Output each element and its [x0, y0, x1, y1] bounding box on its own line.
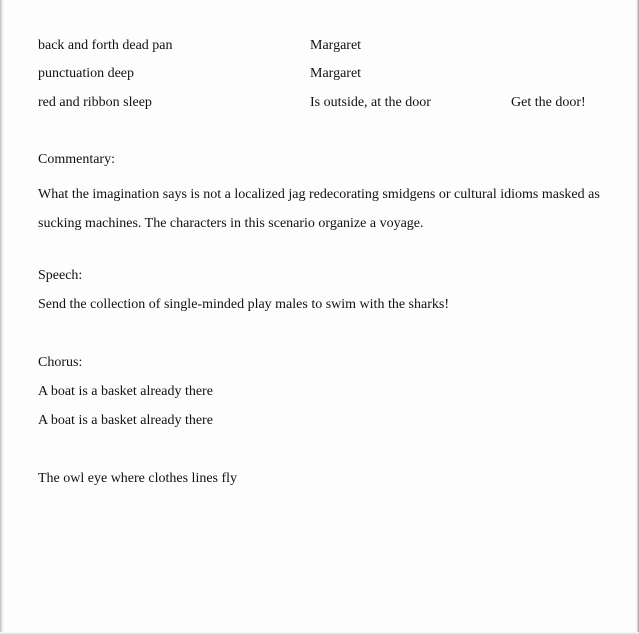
chorus-line: A boat is a basket already there: [38, 384, 213, 399]
page-edge-left: [0, 0, 4, 635]
commentary-body: What the imagination says is not a localized jag redecorating smidgens or cultural idioms masked as sucking machines. The characters in this scenario organize a voyage.: [38, 187, 600, 231]
line-1-middle: Margaret: [310, 38, 362, 53]
line-1-left: back and forth dead pan: [38, 38, 173, 53]
chorus-line: A boat is a basket already there: [38, 413, 213, 428]
speech-heading: Speech:: [38, 268, 83, 283]
line-2-left: punctuation deep: [38, 66, 135, 81]
chorus-heading: Chorus:: [38, 355, 83, 370]
closing-line: The owl eye where clothes lines fly: [38, 471, 238, 486]
line-3-right: Get the door!: [511, 95, 586, 110]
line-2-middle: Margaret: [310, 66, 362, 81]
speech-body: Send the collection of single-minded play males to swim with the sharks!: [38, 297, 449, 312]
line-3-left: red and ribbon sleep: [38, 95, 152, 110]
commentary-heading: Commentary:: [38, 152, 115, 167]
line-3-middle: Is outside, at the door: [310, 95, 431, 110]
